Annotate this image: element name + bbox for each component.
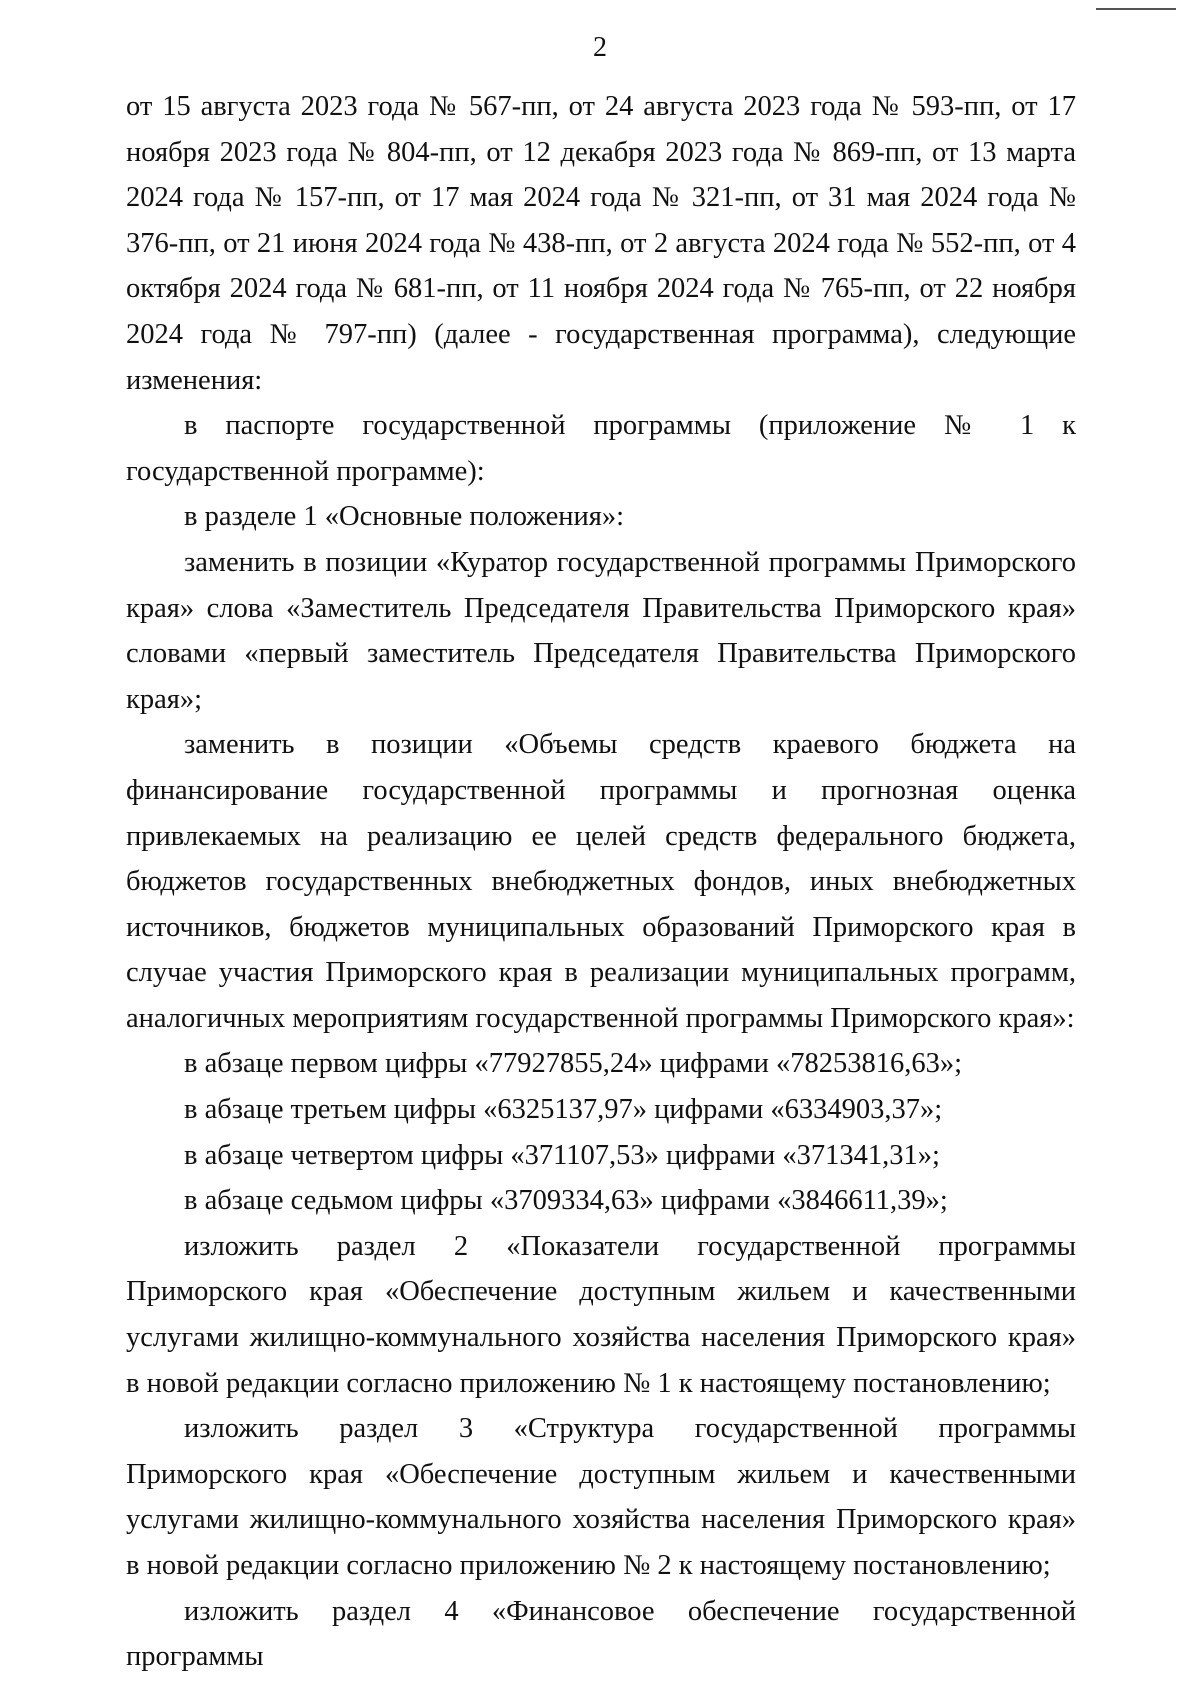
paragraph-amount-fourth: в абзаце четвертом цифры «371107,53» цифрами «371341,31»; — [184, 1139, 940, 1171]
document-body — [126, 84, 1076, 1680]
paragraph-passport: в паспорте государственной программы (приложение № 1 к государственной программе): — [126, 410, 1076, 487]
page-number: 2 — [593, 32, 607, 63]
paragraph-amount-first: в абзаце первом цифры «77927855,24» цифрами «78253816,63»; — [184, 1048, 963, 1080]
paragraph-amount-third: в абзаце третьем цифры «6325137,97» цифрами «6334903,37»; — [184, 1094, 943, 1126]
paragraph-decree-list: от 15 августа 2023 года № 567-пп, от 24 августа 2023 года № 593-пп, от 17 ноября 2023 года № 804-пп, от 12 декабря 2023 года № 869-пп, от 13 марта 2024 года № 157-пп, от 17 мая 2024 года № 321-пп, от 31 мая 2024 года № 376-пп, от 21 июня 2024 года № 438-пп, от 2 августа 2024 года № 552-пп, от 4 октября 2024 года № 681-пп, от 11 ноября 2024 года № 765-пп, от 22 ноября 2024 года № 797-пп) (далее - государственная программа), следующие изменения: — [126, 91, 1076, 396]
paragraph-funding-volumes: заменить в позиции «Объемы средств краевого бюджета на финансирование государственной программы и прогнозная оценка привлекаемых на реализацию ее целей средств федерального бюджета, бюджетов государственных внебюджетных фондов, иных внебюджетных источников, бюджетов муниципальных образований Приморского края в случае участия Приморского края в реализации муниципальных программ, аналогичных мероприятиям государственной программы Приморского края»: — [126, 729, 1076, 1034]
scan-corner-mark — [1096, 8, 1176, 10]
paragraph-section-1: в разделе 1 «Основные положения»: — [184, 501, 624, 533]
paragraph-curator: заменить в позиции «Куратор государственной программы Приморского края» слова «Заместитель Председателя Правительства Приморского края» словами «первый заместитель Председателя Правительства Приморского края»; — [126, 546, 1076, 715]
paragraph-section-2: изложить раздел 2 «Показатели государственной программы Приморского края «Обеспечение доступным жильем и качественными услугами жилищно-коммунального хозяйства населения Приморского края» в новой редакции согласно приложению № 1 к настоящему постановлению; — [126, 1230, 1076, 1399]
paragraph-section-3: изложить раздел 3 «Структура государственной программы Приморского края «Обеспечение доступным жильем и качественными услугами жилищно-коммунального хозяйства населения Приморского края» в новой редакции согласно приложению № 2 к настоящему постановлению; — [126, 1413, 1076, 1581]
paragraph-section-4: изложить раздел 4 «Финансовое обеспечение государственной программы — [126, 1595, 1076, 1673]
paragraph-amount-seventh: в абзаце седьмом цифры «3709334,63» цифрами «3846611,39»; — [184, 1185, 948, 1217]
